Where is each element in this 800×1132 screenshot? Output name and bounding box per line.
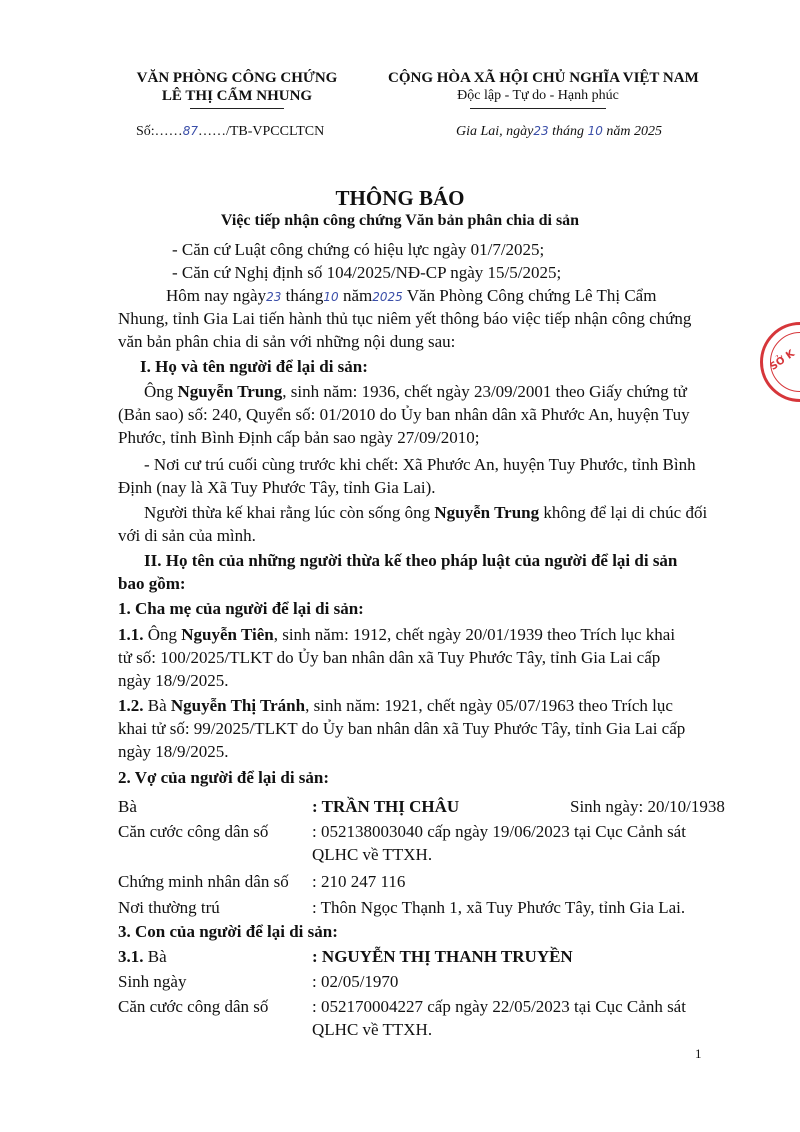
- country-name: CỘNG HÒA XÃ HỘI CHỦ NGHĨA VIỆT NAM: [388, 70, 699, 86]
- official-seal-icon: [760, 322, 800, 402]
- office-name-line1: VĂN PHÒNG CÔNG CHỨNG: [136, 70, 338, 86]
- child1-dob-value: : 02/05/1970: [312, 972, 399, 991]
- document-subtitle: Việc tiếp nhận công chứng Văn bản phân chia di sản: [220, 212, 580, 229]
- document-title: THÔNG BÁO: [335, 186, 465, 210]
- office-name-line2: LÊ THỊ CẨM NHUNG: [161, 88, 313, 104]
- section1-p1-line3: Phước, tỉnh Bình Định cấp bản sao ngày 27/09/2010;: [118, 428, 480, 447]
- intro-text-2: tháng: [281, 286, 324, 305]
- mother-name: Nguyễn Thị Tránh: [170, 696, 306, 715]
- spouse-address-value: : Thôn Ngọc Thạnh 1, xã Tuy Phước Tây, tỉnh Gia Lai.: [312, 898, 686, 917]
- child1-num: 3.1.: [118, 947, 148, 966]
- place-date-prefix: Gia Lai, ngày: [456, 124, 534, 139]
- mother-num: 1.2.: [118, 696, 148, 715]
- mother-text-a: Bà: [147, 696, 171, 715]
- father-line3: ngày 18/9/2025.: [118, 671, 229, 690]
- date-year-text: năm 2025: [602, 124, 662, 139]
- section1-p1-line1: [144, 380, 687, 403]
- basis-law: - Căn cứ Luật công chứng có hiệu lực ngày 01/7/2025;: [172, 240, 545, 259]
- doc-no-prefix: Số:……: [136, 124, 183, 139]
- section1-p2-line1: - Nơi cư trú cuối cùng trước khi chết: Xã Phước An, huyện Tuy Phước, tỉnh Bình: [144, 455, 696, 474]
- spouse-cmnd-label: Chứng minh nhân dân số: [118, 872, 289, 891]
- spouse-cmnd-value: : 210 247 116: [312, 872, 406, 891]
- father-name: Nguyễn Tiên: [181, 625, 274, 644]
- page-number: 1: [695, 1046, 702, 1061]
- child1-name: : NGUYỄN THỊ THANH TRUYỀN: [312, 947, 573, 966]
- section1-p3-line2: với di sản của mình.: [118, 526, 256, 545]
- children-heading: 3. Con của người để lại di sản:: [118, 922, 338, 941]
- section2-heading-line2: bao gồm:: [118, 574, 186, 593]
- document-number: [136, 124, 324, 140]
- s1-p3-text-a: Người thừa kế khai rằng lúc còn sống ông: [144, 503, 435, 522]
- mother-text-b: , sinh năm: 1921, chết ngày 05/07/1963 theo Trích lục: [305, 696, 673, 715]
- intro-month-handwritten: 10: [323, 290, 339, 304]
- child1-dob-label: Sinh ngày: [118, 972, 187, 991]
- father-line1: [118, 623, 675, 646]
- intro-year-handwritten: 2025: [372, 290, 403, 304]
- mother-line1: [118, 694, 673, 717]
- child1-id-value: : 052170004227 cấp ngày 22/05/2023 tại Cục Cảnh sát: [312, 997, 686, 1016]
- place-date: [456, 124, 662, 140]
- office-underline: [190, 108, 284, 109]
- spouse-dob: Sinh ngày: 20/10/1938: [570, 797, 725, 816]
- motto-underline: [470, 108, 606, 109]
- child1-title-label: Bà: [147, 947, 167, 966]
- father-text-b: , sinh năm: 1912, chết ngày 20/01/1939 theo Trích lục khai: [273, 625, 676, 644]
- child1-id-label: Căn cước công dân số: [118, 997, 269, 1016]
- child1-title: [118, 945, 167, 968]
- deceased-name-2: Nguyễn Trung: [434, 503, 540, 522]
- s1-p3-text-b: không để lại di chúc đối: [539, 503, 708, 522]
- spouse-address-label: Nơi thường trú: [118, 898, 220, 917]
- spouse-title-label: Bà: [118, 797, 137, 816]
- date-month-handwritten: 10: [587, 124, 603, 138]
- date-day-handwritten: 23: [533, 124, 549, 138]
- section1-p3-line1: [144, 501, 707, 524]
- s1-text-b: , sinh năm: 1936, chết ngày 23/09/2001 theo Giấy chứng tử: [282, 382, 687, 401]
- intro-day-handwritten: 23: [266, 290, 282, 304]
- deceased-name: Nguyễn Trung: [177, 382, 283, 401]
- section2-heading-line1: II. Họ tên của những người thừa kế theo pháp luật của người để lại di sản: [144, 551, 678, 570]
- doc-no-handwritten: 87: [182, 124, 198, 138]
- basis-decree: - Căn cứ Nghị định số 104/2025/NĐ-CP ngày 15/5/2025;: [172, 263, 562, 282]
- spouse-id-label: Căn cước công dân số: [118, 822, 269, 841]
- mother-line3: ngày 18/9/2025.: [118, 742, 229, 761]
- country-motto: Độc lập - Tự do - Hạnh phúc: [457, 88, 619, 103]
- spouse-heading: 2. Vợ của người để lại di sản:: [118, 768, 330, 787]
- intro-line1: [166, 284, 656, 309]
- father-line2: tử số: 100/2025/TLKT do Ủy ban nhân dân xã Tuy Phước Tây, tỉnh Gia Lai cấp: [118, 648, 661, 667]
- intro-text-3: năm: [338, 286, 373, 305]
- section1-heading: I. Họ và tên người để lại di sản:: [140, 357, 368, 376]
- seal-text: SỞ K: [768, 348, 797, 373]
- mother-line2: khai tử số: 99/2025/TLKT do Ủy ban nhân dân xã Tuy Phước Tây, tỉnh Gia Lai cấp: [118, 719, 686, 738]
- date-month-text: tháng: [548, 124, 588, 139]
- father-text-a: Ông: [147, 625, 182, 644]
- section1-p1-line2: (Bản sao) số: 240, Quyển số: 01/2010 do Ủy ban nhân dân xã Phước An, huyện Tuy: [118, 405, 690, 424]
- child1-id-line2: QLHC về TTXH.: [312, 1020, 433, 1039]
- spouse-id-line2: QLHC về TTXH.: [312, 845, 433, 864]
- intro-line2: Nhung, tỉnh Gia Lai tiến hành thủ tục niêm yết thông báo việc tiếp nhận công chứng: [118, 309, 692, 328]
- intro-line3: văn bản phân chia di sản với những nội dung sau:: [118, 332, 456, 351]
- spouse-name: : TRẦN THỊ CHÂU: [312, 797, 460, 816]
- section1-p2-line2: Định (nay là Xã Tuy Phước Tây, tỉnh Gia Lai).: [118, 478, 436, 497]
- doc-no-suffix: ……/TB-VPCCLTCN: [197, 124, 325, 139]
- parents-heading: 1. Cha mẹ của người để lại di sản:: [118, 599, 364, 618]
- intro-text-4: Văn Phòng Công chứng Lê Thị Cẩm: [402, 286, 657, 305]
- spouse-id-value: : 052138003040 cấp ngày 19/06/2023 tại Cục Cảnh sát: [312, 822, 686, 841]
- father-num: 1.1.: [118, 625, 148, 644]
- intro-text-1: Hôm nay ngày: [166, 286, 267, 305]
- s1-text-a: Ông: [144, 382, 178, 401]
